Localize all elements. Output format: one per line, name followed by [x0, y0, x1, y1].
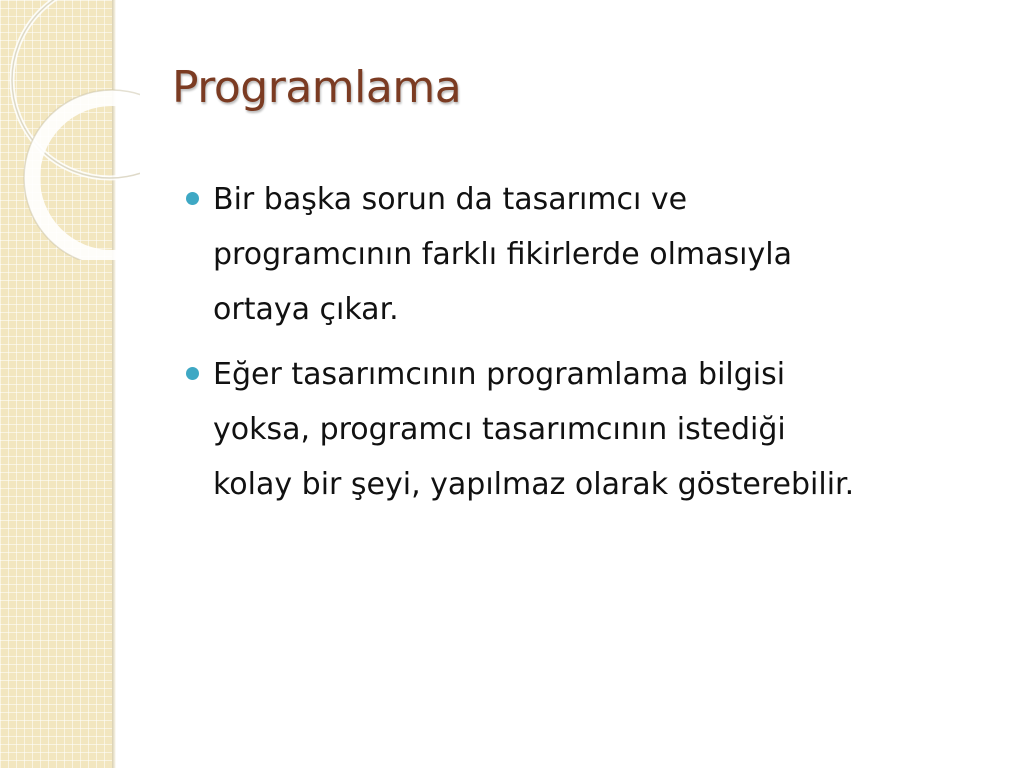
bullet-dot-icon: [186, 367, 199, 380]
decorative-rings-icon: [0, 0, 140, 260]
bullet-list: [186, 172, 996, 522]
slide-title: Programlama: [172, 62, 462, 113]
bullet-dot-icon: [186, 192, 199, 205]
bullet-item: [186, 347, 996, 512]
bullet-line: Eğer tasarımcının programlama bilgisi: [213, 357, 786, 392]
bullet-line: programcının farklı fikirlerde olmasıyla: [213, 237, 792, 272]
bullet-line: yoksa, programcı tasarımcının istediği: [213, 412, 786, 447]
bullet-line: ortaya çıkar.: [213, 292, 399, 327]
bullet-item: [186, 172, 996, 337]
bullet-line: Bir başka sorun da tasarımcı ve: [213, 182, 688, 217]
bullet-line: kolay bir şeyi, yapılmaz olarak gösterebilir.: [213, 467, 855, 502]
